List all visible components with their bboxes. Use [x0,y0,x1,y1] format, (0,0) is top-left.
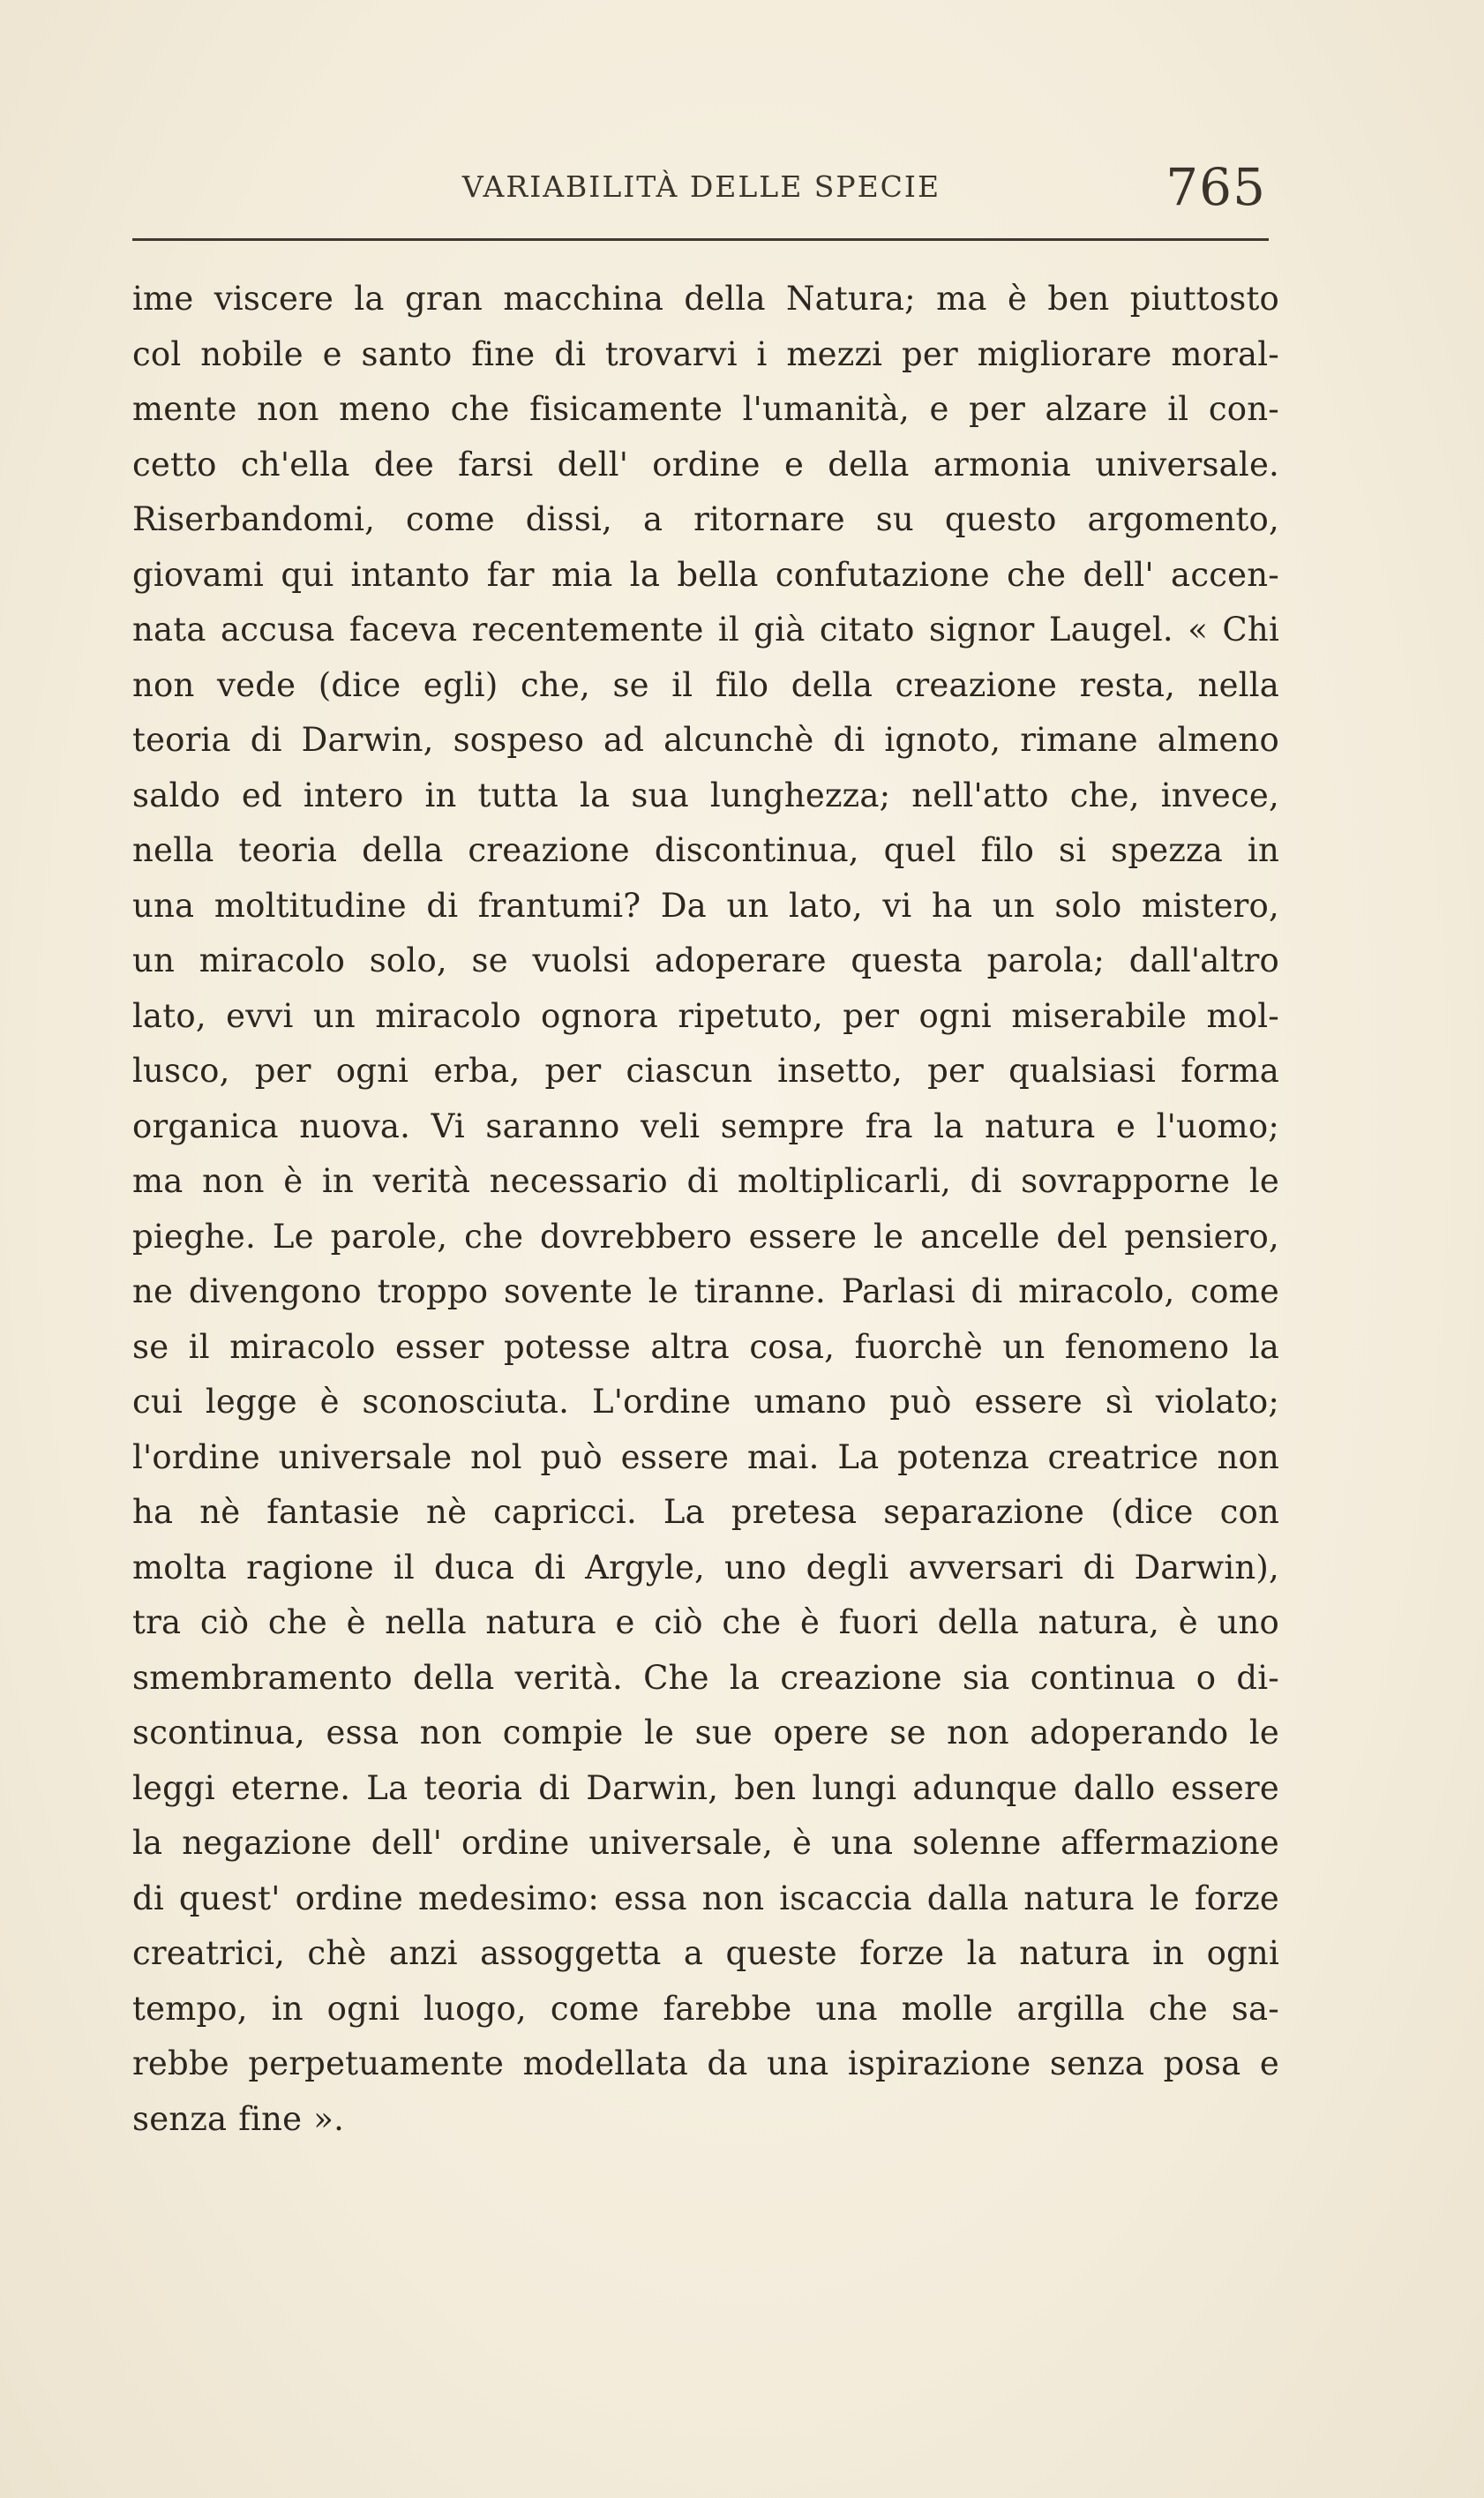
text-line: lusco, per ogni erba, per ciascun insetto, per qualsiasi forma [132,1052,1279,1090]
text-line: rebbe perpetuamente modellata da una ispirazione senza posa e [132,2044,1279,2082]
text-line: la negazione dell' ordine universale, è una solenne affermazione [132,1824,1279,1862]
text-line: nata accusa faceva recentemente il già citato signor Laugel. « Chi [132,611,1279,649]
text-line: saldo ed intero in tutta la sua lunghezza; nell'atto che, invece, [132,776,1279,814]
text-line: tra ciò che è nella natura e ciò che è fuori della natura, è uno [132,1603,1279,1641]
text-line: lato, evvi un miracolo ognora ripetuto, per ogni miserabile mol- [132,996,1279,1035]
text-line: ha nè fantasie nè capricci. La pretesa separazione (dice con [132,1493,1279,1531]
text-line: nella teoria della creazione discontinua, quel filo si spezza in [132,831,1279,869]
text-line: pieghe. Le parole, che dovrebbero essere le ancelle del pensiero, [132,1217,1279,1256]
text-line: mente non meno che fisicamente l'umanità, e per alzare il con- [132,390,1279,428]
running-head [137,152,1266,231]
text-line-last: senza fine ». [132,2099,345,2138]
text-line: giovami qui intanto far mia la bella confutazione che dell' accen- [132,555,1279,594]
text-line: scontinua, essa non compie le sue opere se non adoperando le [132,1714,1279,1752]
text-line: l'ordine universale nol può essere mai. La potenza creatrice non [132,1437,1279,1476]
text-line: una moltitudine di frantumi? Da un lato, vi ha un solo mistero, [132,886,1279,925]
text-line: cui legge è sconosciuta. L'ordine umano può essere sì violato; [132,1383,1279,1421]
text-line: smembramento della verità. Che la creazione sia continua o di- [132,1658,1279,1697]
text-line: ma non è in verità necessario di moltiplicarli, di sovrapporne le [132,1162,1279,1200]
text-line: un miracolo solo, se vuolsi adoperare questa parola; dall'altro [132,941,1279,979]
text-line: leggi eterne. La teoria di Darwin, ben lungi adunque dallo essere [132,1768,1279,1807]
body-text [132,272,1279,2147]
text-line: ime viscere la gran macchina della Natura; ma è ben piuttosto [132,280,1279,318]
page-number: 765 [1165,157,1266,217]
text-line: molta ragione il duca di Argyle, uno degli avversari di Darwin), [132,1548,1279,1587]
text-line: tempo, in ogni luogo, come farebbe una molle argilla che sa- [132,1989,1279,2028]
text-line: ne divengono troppo sovente le tiranne. Parlasi di miracolo, come [132,1272,1279,1310]
header-rule [132,238,1269,241]
text-line: creatrici, chè anzi assoggetta a queste forze la natura in ogni [132,1934,1279,1972]
text-line: col nobile e santo fine di trovarvi i mezzi per migliorare moral- [132,334,1279,373]
text-line: se il miracolo esser potesse altra cosa, fuorchè un fenomeno la [132,1327,1279,1366]
text-line: Riserbandomi, come dissi, a ritornare su questo argomento, [132,500,1279,538]
text-line: teoria di Darwin, sospeso ad alcunchè di ignoto, rimane almeno [132,721,1279,759]
text-line: non vede (dice egli) che, se il filo della creazione resta, nella [132,665,1279,704]
running-title: VARIABILITÀ DELLE SPECIE [461,169,941,204]
text-line: organica nuova. Vi saranno veli sempre fra la natura e l'uomo; [132,1106,1279,1145]
text-line: di quest' ordine medesimo: essa non iscaccia dalla natura le forze [132,1879,1279,1917]
text-line: cetto ch'ella dee farsi dell' ordine e della armonia universale. [132,445,1279,484]
